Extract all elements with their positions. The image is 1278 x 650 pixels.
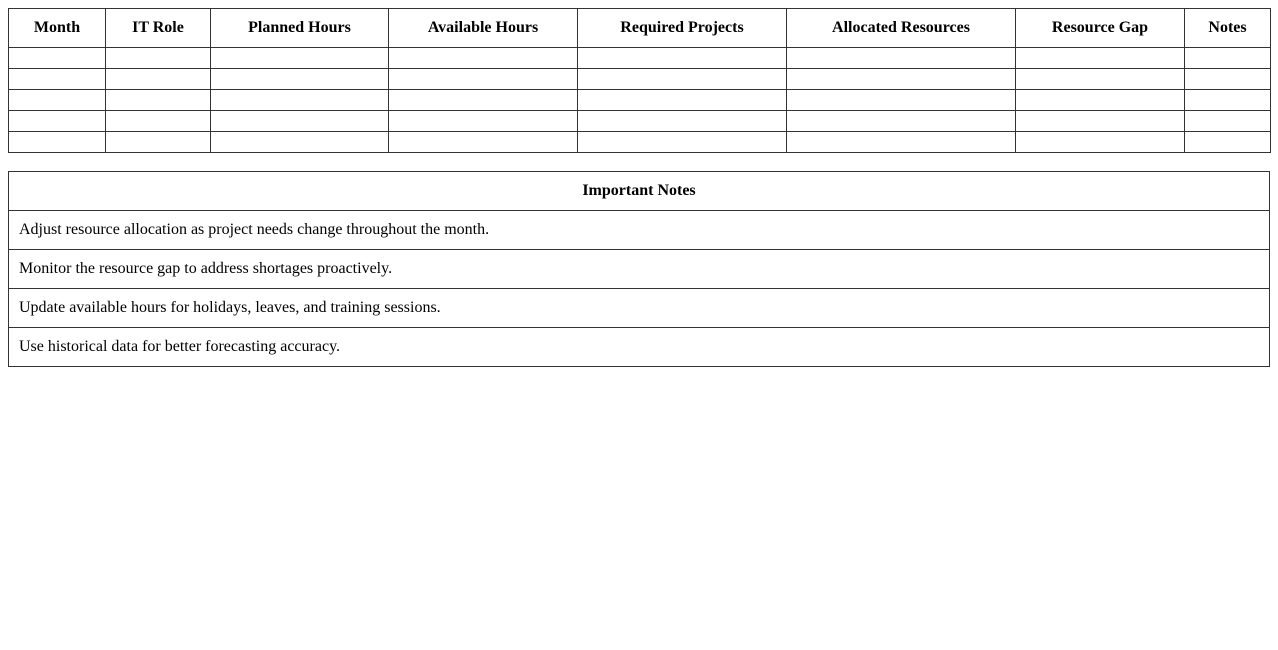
table-cell[interactable]	[9, 111, 106, 132]
note-item: Use historical data for better forecasting accuracy.	[9, 328, 1270, 367]
table-cell[interactable]	[578, 48, 787, 69]
table-cell[interactable]	[211, 69, 389, 90]
table-cell[interactable]	[787, 132, 1016, 153]
column-header-notes: Notes	[1185, 9, 1271, 48]
notes-header-row	[9, 172, 1270, 211]
table-cell[interactable]	[1016, 111, 1185, 132]
note-item: Monitor the resource gap to address shortages proactively.	[9, 250, 1270, 289]
table-cell[interactable]	[211, 132, 389, 153]
column-header-required-projects: Required Projects	[578, 9, 787, 48]
table-cell[interactable]	[389, 111, 578, 132]
table-cell[interactable]	[9, 132, 106, 153]
table-cell[interactable]	[1185, 132, 1271, 153]
table-row	[9, 111, 1271, 132]
note-item: Update available hours for holidays, leaves, and training sessions.	[9, 289, 1270, 328]
table-cell[interactable]	[578, 90, 787, 111]
note-row	[9, 211, 1270, 250]
table-cell[interactable]	[1185, 90, 1271, 111]
column-header-allocated-resources: Allocated Resources	[787, 9, 1016, 48]
table-cell[interactable]	[787, 48, 1016, 69]
table-cell[interactable]	[787, 69, 1016, 90]
table-row	[9, 132, 1271, 153]
column-header-resource-gap: Resource Gap	[1016, 9, 1185, 48]
column-header-month: Month	[9, 9, 106, 48]
table-cell[interactable]	[578, 69, 787, 90]
table-cell[interactable]	[106, 132, 211, 153]
table-cell[interactable]	[106, 111, 211, 132]
table-cell[interactable]	[1016, 48, 1185, 69]
table-cell[interactable]	[211, 111, 389, 132]
table-cell[interactable]	[106, 90, 211, 111]
notes-title: Important Notes	[9, 172, 1270, 211]
note-row	[9, 289, 1270, 328]
table-cell[interactable]	[9, 69, 106, 90]
table-cell[interactable]	[787, 111, 1016, 132]
table-row	[9, 48, 1271, 69]
table-cell[interactable]	[389, 48, 578, 69]
note-item: Adjust resource allocation as project needs change throughout the month.	[9, 211, 1270, 250]
table-cell[interactable]	[1016, 132, 1185, 153]
table-cell[interactable]	[211, 48, 389, 69]
table-cell[interactable]	[1185, 111, 1271, 132]
table-row	[9, 69, 1271, 90]
resource-planning-table	[8, 8, 1271, 153]
note-row	[9, 250, 1270, 289]
header-row	[9, 9, 1271, 48]
table-row	[9, 90, 1271, 111]
table-cell[interactable]	[578, 111, 787, 132]
table-cell[interactable]	[9, 90, 106, 111]
column-header-it-role: IT Role	[106, 9, 211, 48]
table-cell[interactable]	[578, 132, 787, 153]
note-row	[9, 328, 1270, 367]
table-cell[interactable]	[9, 48, 106, 69]
table-cell[interactable]	[389, 69, 578, 90]
table-cell[interactable]	[389, 90, 578, 111]
column-header-planned-hours: Planned Hours	[211, 9, 389, 48]
table-cell[interactable]	[1016, 90, 1185, 111]
important-notes-table	[8, 171, 1270, 367]
table-cell[interactable]	[787, 90, 1016, 111]
table-cell[interactable]	[211, 90, 389, 111]
column-header-available-hours: Available Hours	[389, 9, 578, 48]
table-cell[interactable]	[106, 69, 211, 90]
table-cell[interactable]	[389, 132, 578, 153]
table-cell[interactable]	[106, 48, 211, 69]
table-cell[interactable]	[1016, 69, 1185, 90]
table-cell[interactable]	[1185, 69, 1271, 90]
table-cell[interactable]	[1185, 48, 1271, 69]
